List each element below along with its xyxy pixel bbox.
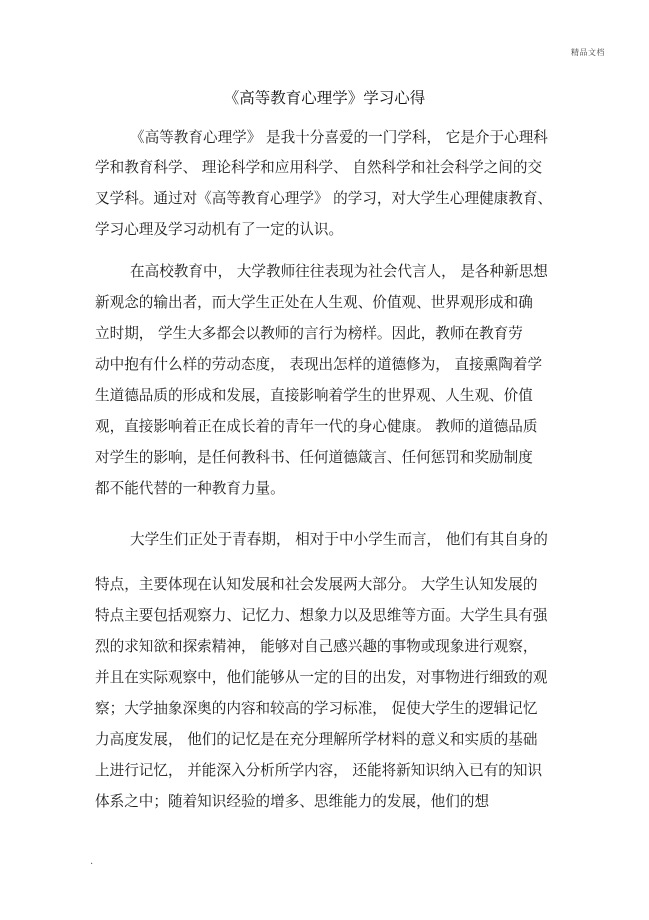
paragraph-3-line-4: 烈的求知欲和探索精神， 能够对自己感兴趣的事物或现象进行观察， xyxy=(95,638,538,655)
paragraph-2-line-1: 在高校教育中， 大学教师往往表现为社会代言人， 是各种新思想 xyxy=(130,263,548,280)
paragraph-1-line-2: 学和教育科学、 理论科学和应用科学、 自然科学和社会科学之间的交 xyxy=(95,159,543,176)
document-title: 《高等教育心理学》学习心得 xyxy=(223,89,426,107)
paragraph-3-line-7: 力高度发展， 他们的记忆是在充分理解所学材料的意义和实质的基础 xyxy=(95,731,538,748)
paragraph-2-line-5: 生道德品质的形成和发展，直接影响着学生的世界观、人生观、价值 xyxy=(95,387,533,404)
paragraph-2-line-3: 立时期， 学生大多都会以教师的言行为榜样。因此，教师在教育劳 xyxy=(95,325,523,342)
paragraph-3-line-3: 特点主要包括观察力、记忆力、想象力以及思维等方面。大学生具有强 xyxy=(95,607,548,624)
footer-mark: . xyxy=(90,856,94,867)
paragraph-2-line-7: 对学生的影响，是任何教科书、任何道德箴言、任何惩罚和奖励制度 xyxy=(95,449,533,466)
paragraph-3-line-1: 大学生们正处于青春期， 相对于中小学生而言， 他们有其自身的 xyxy=(130,531,548,548)
paragraph-3-line-2: 特点，主要体现在认知发展和社会发展两大部分。 大学生认知发展的 xyxy=(95,576,538,593)
paragraph-3-line-9: 体系之中；随着知识经验的增多、思维能力的发展，他们的想 xyxy=(95,793,490,810)
paragraph-2-line-4: 动中抱有什么样的劳动态度， 表现出怎样的道德修为， 直接熏陶着学 xyxy=(95,356,543,373)
paragraph-3-line-6: 察；大学抽象深奥的内容和较高的学习标准， 促使大学生的逻辑记忆 xyxy=(95,700,538,717)
paragraph-2-line-8: 都不能代替的一种教育力量。 xyxy=(95,480,285,497)
paragraph-2-line-2: 新观念的输出者，而大学生正处在人生观、价值观、世界观形成和确 xyxy=(95,294,533,311)
header-watermark: 精品文档 xyxy=(571,48,605,57)
paragraph-2-line-6: 观，直接影响着正在成长着的青年一代的身心健康。 教师的道德品质 xyxy=(95,418,538,435)
paragraph-3-line-8: 上进行记忆， 并能深入分析所学内容， 还能将新知识纳入已有的知识 xyxy=(95,762,543,779)
paragraph-3-line-5: 并且在实际观察中，他们能够从一定的目的出发，对事物进行细致的观 xyxy=(95,669,548,686)
paragraph-1-line-3: 叉学科。通过对《高等教育心理学》 的学习，对大学生心理健康教育、 xyxy=(95,190,553,207)
paragraph-1-line-4: 学习心理及学习动机有了一定的认识。 xyxy=(95,221,344,238)
paragraph-1-line-1: 《高等教育心理学》 是我十分喜爱的一门学科， 它是介于心理科 xyxy=(130,129,548,146)
